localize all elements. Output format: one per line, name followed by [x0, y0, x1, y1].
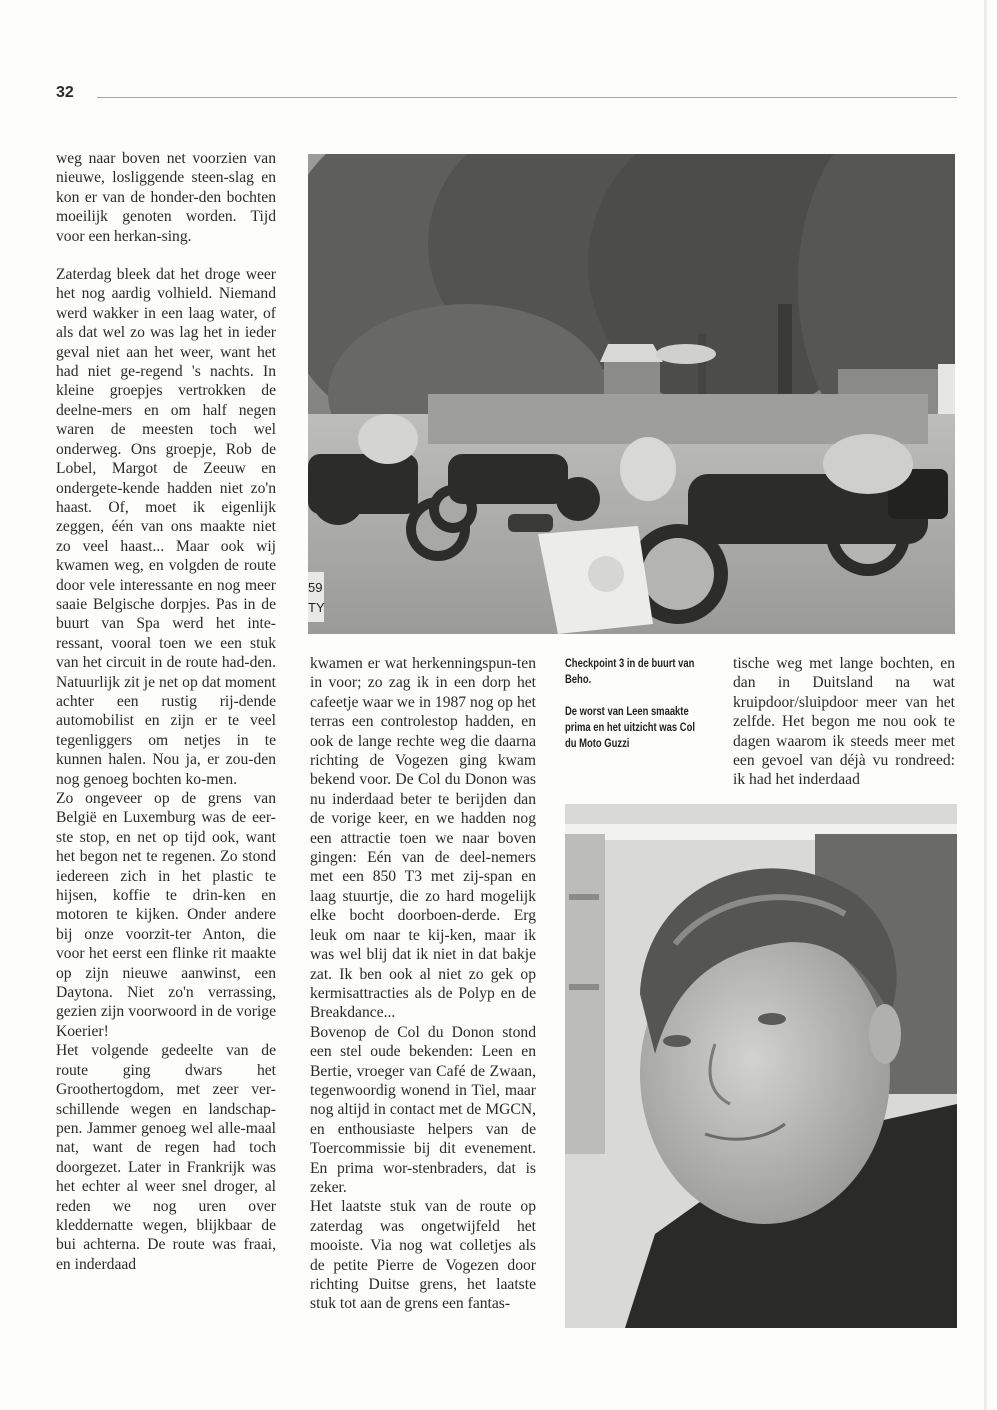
paragraph: weg naar boven net voorzien van nieuwe, losliggende steen-slag en kon er van de honder-den bochten moeilijk genoten worden. Tijd voor een herkan-sing. [56, 150, 276, 245]
paragraph: Bovenop de Col du Donon stond een stel oude bekenden: Leen en Bertie, vroeger van Café de Zwaan, tegenwoordig wonend in Tiel, maar nog altijd in contact met de MGCN, en enthousiaste helpers van de Toercommissie bij dit evenement. En prima wor-stenbraders, dat is zeker. [310, 1023, 536, 1196]
caption-worst: De worst van Leen smaakte prima en het uitzicht was Col du Moto Guzzi [565, 706, 695, 750]
paragraph: tische weg met lange bochten, en dan in Duitsland na wat kruipdoor/sluipdoor meer van het zelfde. Het begon me nou ook te dagen waarom ik steeds meer met een gevoel van déjà vu rondreed: ik had het inderdaad [733, 655, 955, 789]
svg-text:TY: TY [308, 600, 325, 615]
paragraph: Het laatste stuk van de route op zaterdag was ongetwijfeld het mooiste. Via nog wat colletjes als de petite Pierre de Vogezen door richting Duitse grens, het laatste stuk tot aan de grens een fantas- [310, 1198, 536, 1313]
caption-checkpoint: Checkpoint 3 in de buurt van Beho. [565, 658, 695, 686]
header-rule [97, 97, 957, 98]
page-number: 32 [56, 84, 74, 101]
article-column-1 [56, 149, 276, 1274]
paragraph: Zo ongeveer op de grens van België en Luxemburg was de eer-ste stop, en net op tijd ook, want het begon net te regenen. Zo stond iedereen zich in het plastic te hijsen, koffie te drin-ken en motoren te kijken. Onder andere bij onze voorzit-ter Anton, die voor het eerst een flinke rit maakte op zijn nieuwe aanwinst, een Daytona. Niet zo'n verrassing, gezien zijn voorwoord in de vorige Koerier! [56, 790, 276, 1040]
paragraph: Het volgende gedeelte van de route ging dwars het Groothertogdom, met zeer ver-schillende wegen en landschap-pen. Jammer genoeg wel alle-maal nat, want de regen had toch doorgezet. Later in Frankrijk was het echter al weer snel droger, al reden we nog uren over kleddernatte wegen, blijkbaar de bui achterna. De route was fraai, en inderdaad [56, 1042, 276, 1273]
article-column-2 [310, 654, 536, 1314]
page-edge-line [984, 0, 987, 1410]
photo-motorcycles-checkpoint [308, 154, 955, 634]
paragraph: kwamen er wat herkenningspun-ten in voor; zo zag ik in een dorp het cafeetje waar we in 1987 nog op het terras een controlestop hadden, en ook de lange rechte weg die daarna richting de Vogezen ging kwam bekend voor. De Col du Donon was nu inderdaad beter te berijden dan de vorige keer, en we hadden nog een attractie toen we naar boven gingen: Eén van de deel-nemers met een 850 T3 met zij-span en laag stuurtje, die zo hard mogelijk elke bocht doorboen-derde. Erg leuk om naar te kij-ken, maar ik was wel blij dat ik niet in dat bakje zat. Ik ben ook al niet zo gek op kermisattracties als de Polyp en de Breakdance... [310, 655, 536, 1022]
photo-captions [565, 656, 704, 752]
photo-portrait-leen [565, 804, 957, 1328]
paragraph: Zaterdag bleek dat het droge weer het nog aardig volhield. Niemand werd wakker in een laag water, of als dat wel zo was lag het in ieder geval niet aan het weer, want het had niet ge-regend 's nachts. In kleine groepjes vertrokken de deelne-mers en om half negen waren de meesten toch wel onderweg. Ons groepje, Rob de Lobel, Margot de Zeeuw en ondergete-kende hadden niet zo'n haast. Of, moet ik eigenlijk zeggen, één van ons maakte niet zo veel haast... Maar ook wij kwamen weg, en volgden de route door vele interessante en nog meer saaie Belgische dorpjes. Pas in de buurt van Spa werd het inte-ressant, vooral toen we een stuk van het circuit in de route had-den. Natuurlijk zit je net op dat moment achter een rustig rij-dende automobilist en zijn er te veel tegenliggers om netjes in te kunnen halen. Nou ja, er zou-den nog genoeg bochten ko-men. [56, 266, 276, 788]
license-plate-text: 59 [308, 580, 323, 595]
article-column-3 [733, 654, 955, 790]
